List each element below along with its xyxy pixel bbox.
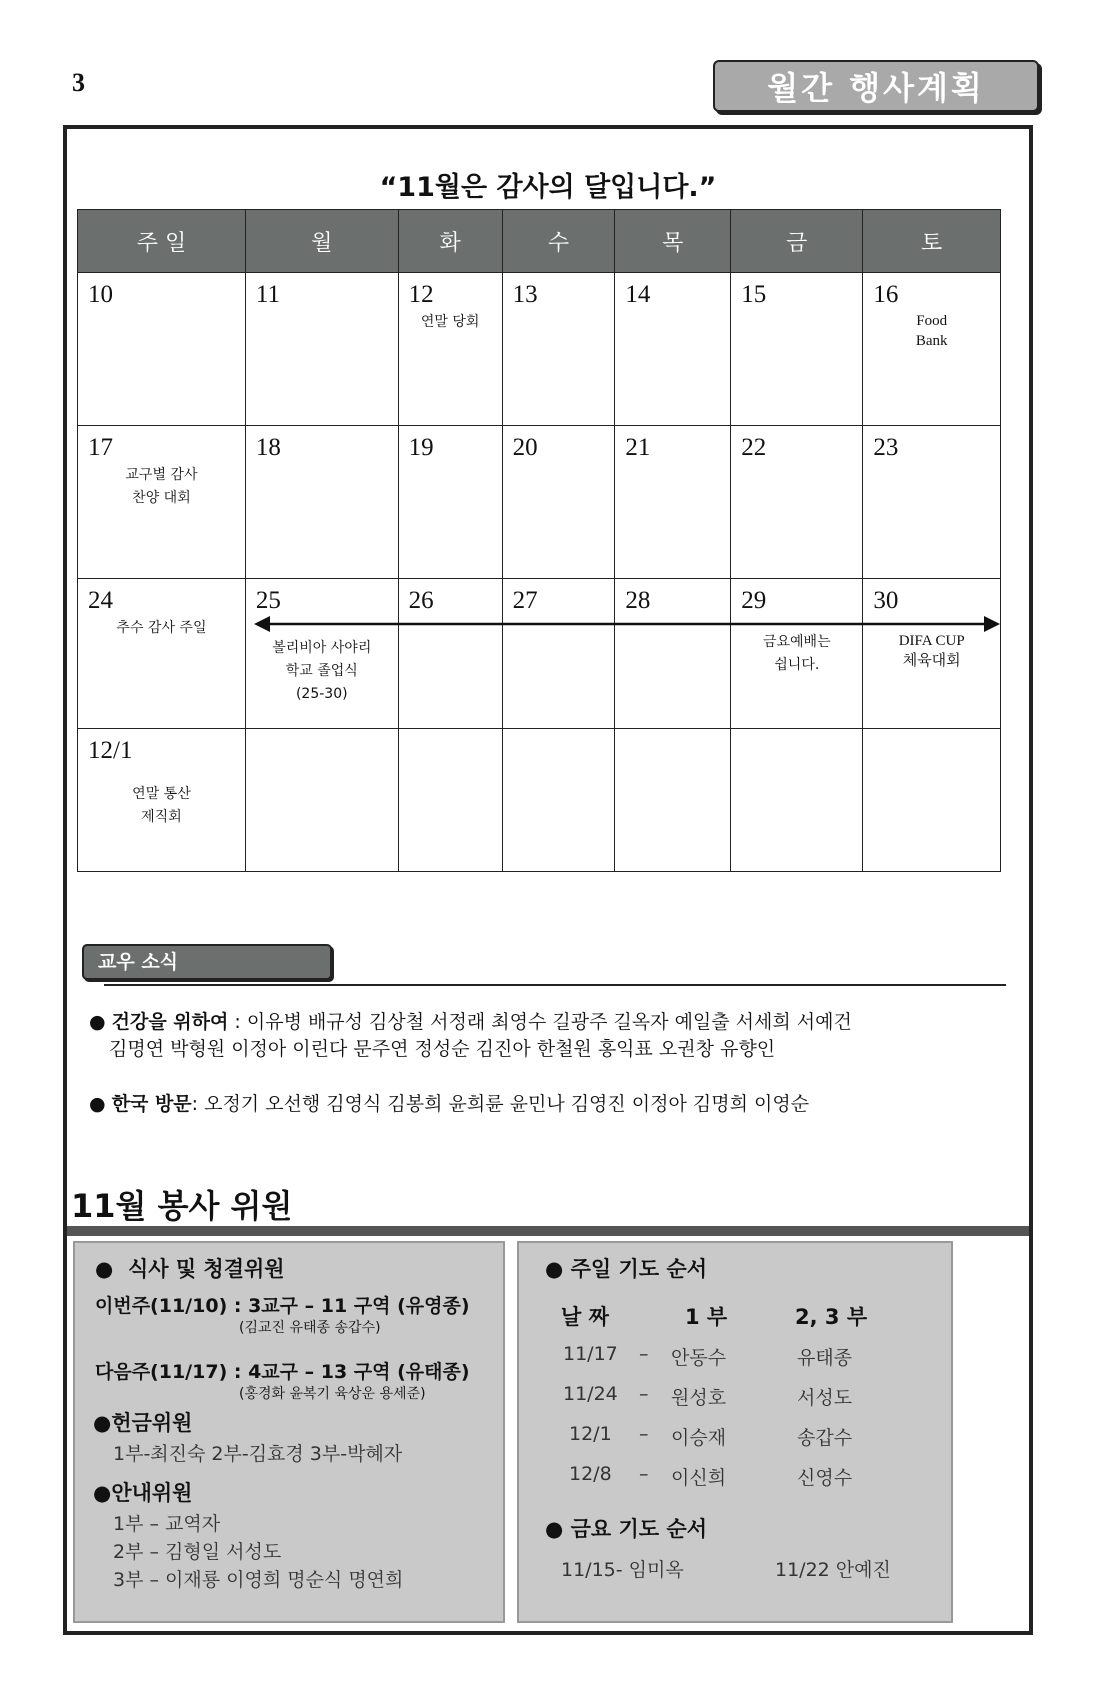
bullet-icon: ●	[89, 1011, 112, 1033]
offering-title: 헌금위원	[111, 1411, 193, 1435]
weekday-header-row	[78, 210, 1001, 273]
day-cell[interactable]	[502, 426, 615, 579]
day-cell[interactable]	[245, 579, 398, 729]
day-number: 18	[255, 434, 281, 461]
day-number: 17	[88, 434, 113, 461]
row-date: 12/8	[569, 1463, 612, 1485]
friday-title: 금요 기도 순서	[570, 1517, 707, 1541]
day-number: 10	[88, 281, 113, 308]
row-dash: –	[639, 1463, 649, 1485]
day-cell[interactable]	[78, 273, 246, 426]
page-number: 3	[72, 68, 85, 97]
day-cell[interactable]	[731, 729, 863, 872]
day-number: 11	[255, 281, 280, 308]
weekday-sat: 토	[863, 210, 1001, 273]
guide-title: 안내위원	[111, 1481, 193, 1505]
next-week-names: (홍경화 윤복기 육상운 용세준)	[239, 1386, 426, 1402]
service-right-panel	[517, 1241, 953, 1623]
day-cell[interactable]	[78, 729, 246, 872]
event-note: 금요예배는 쉽니다.	[762, 634, 831, 673]
day-number: 28	[625, 587, 651, 614]
row-second: 신영수	[797, 1467, 853, 1489]
day-cell[interactable]	[502, 579, 615, 729]
col-date: 날 짜	[561, 1305, 609, 1329]
day-cell[interactable]	[863, 426, 1001, 579]
page-frame	[63, 125, 1033, 1635]
day-cell[interactable]	[245, 273, 398, 426]
weekday-mon: 월	[245, 210, 398, 273]
day-cell[interactable]	[502, 729, 615, 872]
day-number: 16	[873, 281, 899, 308]
day-number: 20	[512, 434, 538, 461]
row-second: 서성도	[797, 1387, 853, 1409]
row-first: 이신희	[671, 1467, 727, 1489]
this-week-names: (김교진 유태종 송갑수)	[239, 1320, 381, 1336]
day-number: 27	[512, 587, 538, 614]
meal-heading: ● 식사 및 청결위원	[95, 1257, 285, 1281]
guide-2: 2부 – 김형일 서성도	[113, 1541, 282, 1563]
event-note: 연말 당회	[420, 314, 480, 330]
day-cell[interactable]	[398, 426, 502, 579]
calendar-table	[77, 209, 1001, 872]
event-note: DIFA CUP 체육대회	[898, 633, 965, 669]
day-cell[interactable]	[615, 579, 731, 729]
friday-1: 11/15- 임미옥	[561, 1559, 684, 1581]
guide-3: 3부 – 이재룡 이영희 명순식 명연희	[113, 1569, 404, 1591]
day-number: 24	[88, 587, 113, 614]
event-note: 교구별 감사 찬양 대회	[125, 467, 198, 506]
day-cell[interactable]	[245, 426, 398, 579]
guide-1: 1부 – 교역자	[113, 1513, 221, 1535]
day-number: 21	[625, 434, 651, 461]
week-row	[78, 273, 1001, 426]
row-first: 이승재	[671, 1427, 727, 1449]
day-cell[interactable]	[398, 729, 502, 872]
day-number: 12/1	[88, 737, 133, 764]
day-cell[interactable]	[502, 273, 615, 426]
day-number: 22	[741, 434, 767, 461]
weekday-thu: 목	[615, 210, 731, 273]
health-names: : 이유병 배규성 김상철 서정래 최영수 길광주 길옥자 예일출 서세희 서예건	[228, 1011, 852, 1033]
visit-label: 한국 방문	[111, 1093, 192, 1115]
day-cell[interactable]	[731, 426, 863, 579]
calendar-title: “11월은 감사의 달입니다.”	[379, 172, 717, 203]
health-names-2: 김명연 박형원 이정아 이린다 문주연 정성순 김진아 한철원 홍익표 오권창 유향인	[109, 1038, 776, 1060]
col-first: 1 부	[685, 1305, 728, 1329]
service-title: 11월 봉사 위원	[71, 1187, 293, 1225]
header-title: 월간 행사계획	[767, 69, 985, 107]
day-cell[interactable]	[78, 426, 246, 579]
header-tab	[713, 60, 1039, 112]
week-row	[78, 579, 1001, 729]
day-number: 13	[512, 281, 538, 308]
this-week: 이번주(11/10) : 3교구 – 11 구역 (유영종)	[95, 1295, 470, 1317]
offering-heading: ●헌금위원	[93, 1411, 193, 1435]
day-number: 14	[625, 281, 651, 308]
offering-names: 1부-최진숙 2부-김효경 3부-박혜자	[113, 1443, 403, 1465]
event-note: 볼리비아 사야리 학교 졸업식 (25-30)	[272, 640, 372, 702]
day-number: 29	[741, 587, 767, 614]
row-dash: –	[639, 1383, 649, 1405]
day-number: 19	[408, 434, 434, 461]
guide-heading: ●안내위원	[93, 1481, 193, 1505]
day-number: 25	[255, 587, 281, 614]
event-note: 연말 통산 제직회	[132, 786, 191, 825]
news-tab: 교우 소식	[82, 944, 332, 980]
day-cell[interactable]	[863, 273, 1001, 426]
row-date: 11/17	[563, 1343, 618, 1365]
day-cell[interactable]	[398, 579, 502, 729]
day-cell[interactable]	[398, 273, 502, 426]
day-cell[interactable]	[731, 273, 863, 426]
friday-heading: ● 금요 기도 순서	[545, 1517, 707, 1541]
service-left-panel	[73, 1241, 505, 1623]
friday-2: 11/22 안예진	[775, 1559, 891, 1581]
day-number: 15	[741, 281, 767, 308]
event-note: Food Bank	[915, 313, 948, 349]
next-week: 다음주(11/17) : 4교구 – 13 구역 (유태종)	[95, 1361, 470, 1383]
row-first: 안동수	[671, 1347, 727, 1369]
day-cell[interactable]	[245, 729, 398, 872]
news-divider	[104, 984, 1006, 986]
row-second: 유태종	[797, 1347, 853, 1369]
day-number: 23	[873, 434, 899, 461]
weekday-wed: 수	[502, 210, 615, 273]
col-second: 2, 3 부	[795, 1305, 868, 1329]
day-number: 30	[873, 587, 899, 614]
day-cell[interactable]	[615, 729, 731, 872]
day-cell[interactable]	[615, 273, 731, 426]
bullet-icon: ●	[89, 1093, 112, 1115]
weekday-tue: 화	[398, 210, 502, 273]
news-visit	[89, 1091, 989, 1118]
week-row	[78, 729, 1001, 872]
row-date: 12/1	[569, 1423, 612, 1445]
weekday-sun: 주 일	[78, 210, 246, 273]
row-second: 송갑수	[797, 1427, 853, 1449]
meal-title: 식사 및 청결위원	[127, 1257, 285, 1281]
event-note: 추수 감사 주일	[116, 620, 207, 636]
news-health	[89, 1009, 989, 1063]
visit-names: : 오정기 오선행 김영식 김봉희 윤희륜 윤민나 김영진 이정아 김명희 이영순	[191, 1093, 810, 1115]
day-cell[interactable]	[863, 729, 1001, 872]
day-number: 26	[408, 587, 434, 614]
row-dash: –	[639, 1423, 649, 1445]
row-first: 원성호	[671, 1387, 727, 1409]
row-date: 11/24	[563, 1383, 618, 1405]
sunday-heading: ● 주일 기도 순서	[545, 1257, 707, 1281]
sunday-title: 주일 기도 순서	[570, 1257, 707, 1281]
week-row	[78, 426, 1001, 579]
day-cell[interactable]	[731, 579, 863, 729]
row-dash: –	[639, 1343, 649, 1365]
health-label: 건강을 위하여	[111, 1011, 229, 1033]
day-number: 12	[408, 281, 434, 308]
service-divider	[67, 1226, 1029, 1236]
day-cell[interactable]	[615, 426, 731, 579]
day-cell[interactable]	[863, 579, 1001, 729]
day-cell[interactable]	[78, 579, 246, 729]
weekday-fri: 금	[731, 210, 863, 273]
